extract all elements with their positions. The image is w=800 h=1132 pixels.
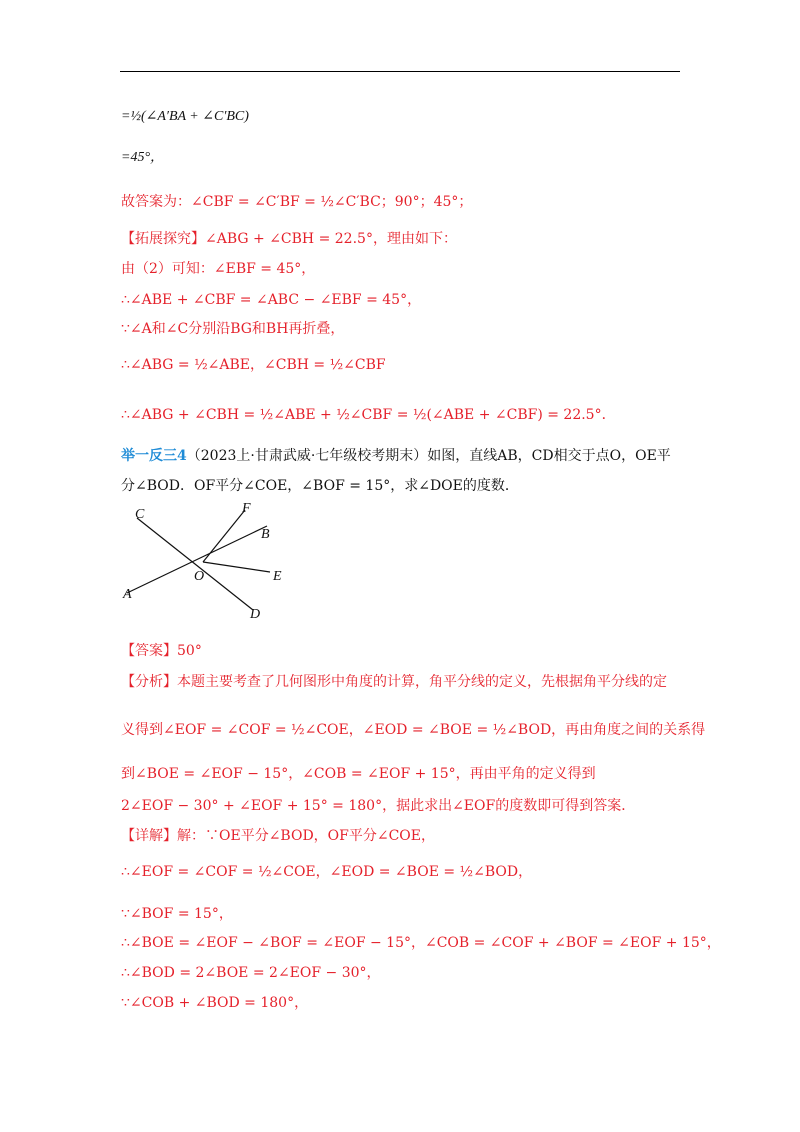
problem-tag: 举一反三4 bbox=[121, 448, 187, 464]
text-line: ∴∠EOF = ∠COF = ½∠COE，∠EOD = ∠BOE = ½∠BOD， bbox=[121, 864, 533, 880]
text-line: ∵∠BOF = 15°， bbox=[121, 906, 233, 922]
text-line: ∴∠ABG = ½∠ABE，∠CBH = ½∠CBF bbox=[121, 357, 386, 373]
text-line: ∴∠BOE = ∠EOF − ∠BOF = ∠EOF − 15°，∠COB = ∠COF + ∠BOF = ∠EOF + 15°， bbox=[121, 935, 721, 951]
geometry-figure bbox=[115, 498, 305, 628]
text-line: 到∠BOE = ∠EOF − 15°，∠COB = ∠EOF + 15°，再由平角的定义得到 bbox=[121, 766, 596, 782]
text-line: 义得到∠EOF = ∠COF = ½∠COE，∠EOD = ∠BOE = ½∠BOD，再由角度之间的关系得 bbox=[121, 722, 706, 738]
text-line: 【详解】解：∵OE平分∠BOD，OF平分∠COE， bbox=[121, 828, 436, 844]
label-B: B bbox=[261, 527, 270, 542]
text-line: ∵∠A和∠C分别沿BG和BH再折叠， bbox=[121, 321, 345, 337]
text-line: ∴∠ABG + ∠CBH = ½∠ABE + ½∠CBF = ½(∠ABE + ∠CBF) = 22.5°． bbox=[121, 407, 616, 423]
header-rule bbox=[120, 71, 680, 72]
text-line: 【答案】50° bbox=[121, 643, 202, 659]
label-E: E bbox=[273, 569, 282, 584]
text-line: ∴∠ABE + ∠CBF = ∠ABC − ∠EBF = 45°， bbox=[121, 292, 422, 308]
label-C: C bbox=[135, 507, 145, 522]
label-D: D bbox=[250, 607, 261, 622]
text-line: =45°， bbox=[121, 150, 165, 165]
ray-OE bbox=[203, 562, 270, 572]
text-line: 故答案为：∠CBF = ∠C′BF = ½∠C′BC；90°；45°； bbox=[121, 194, 473, 210]
problem-text: 如图，直线AB，CD相交于点O，OE平 bbox=[427, 448, 671, 464]
text-line: 分∠BOD．OF平分∠COE，∠BOF = 15°，求∠DOE的度数． bbox=[121, 478, 519, 494]
problem-heading bbox=[121, 446, 671, 466]
text-line: 2∠EOF − 30° + ∠EOF + 15° = 180°，据此求出∠EOF的度数即可得到答案． bbox=[121, 798, 636, 814]
text-line: 【拓展探究】∠ABG + ∠CBH = 22.5°，理由如下： bbox=[121, 231, 457, 247]
text-line: 由（2）可知：∠EBF = 45°， bbox=[121, 261, 316, 277]
text-line: 【分析】本题主要考查了几何图形中角度的计算，角平分线的定义，先根据角平分线的定 bbox=[121, 674, 667, 690]
line-CD bbox=[137, 518, 253, 610]
problem-source: （2023上·甘肃武威·七年级校考期末） bbox=[186, 448, 428, 464]
ray-OF bbox=[203, 510, 245, 562]
label-O: O bbox=[194, 569, 205, 584]
label-F: F bbox=[242, 501, 251, 516]
text-line: ∴∠BOD = 2∠BOE = 2∠EOF − 30°， bbox=[121, 965, 381, 981]
text-line: =½(∠A′BA + ∠C′BC) bbox=[121, 109, 249, 124]
label-A: A bbox=[123, 587, 132, 602]
text-line: ∵∠COB + ∠BOD = 180°， bbox=[121, 995, 309, 1011]
